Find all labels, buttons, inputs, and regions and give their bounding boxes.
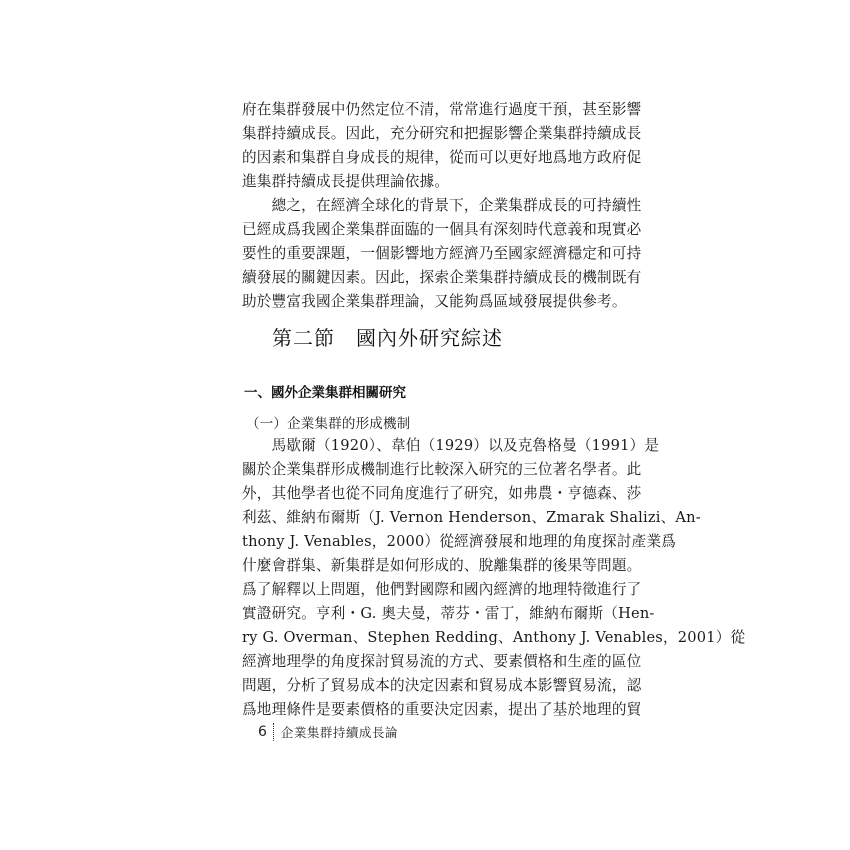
paragraph-line: 總之，在經濟全球化的背景下，企業集群成長的可持續性: [242, 197, 642, 214]
body-line: 經濟地理學的角度探討貿易流的方式、要素價格和生產的區位: [242, 653, 642, 670]
body-line: thony J. Venables，2000）從經濟發展和地理的角度探討產業爲: [242, 533, 677, 550]
section-title: 第二節 國內外研究綜述: [272, 326, 503, 350]
paragraph-line: 進集群持續成長提供理論依據。: [242, 173, 450, 190]
paragraph-line: 的因素和集群自身成長的規律，從而可以更好地爲地方政府促: [242, 149, 642, 166]
body-line: 利茲、維納布爾斯（J. Vernon Henderson、Zmarak Shalizi、An-: [242, 509, 701, 526]
body-line: 實證研究。亨利・G. 奧夫曼，蒂芬・雷丁，維納布爾斯（Hen-: [242, 605, 655, 622]
subsection-title: 一、國外企業集群相關研究: [244, 385, 406, 401]
page-number: 6: [258, 724, 267, 740]
running-title: 企業集群持續成長論: [280, 725, 398, 740]
paragraph-line: 集群持續成長。因此，充分研究和把握影響企業集群持續成長: [242, 125, 642, 142]
sub-subsection-title: （一）企業集群的形成機制: [246, 416, 411, 432]
body-line: 外，其他學者也從不同角度進行了研究，如弗農・亨德森、莎: [242, 485, 642, 502]
paragraph-line: 已經成爲我國企業集群面臨的一個具有深刻時代意義和現實必: [242, 221, 642, 238]
page-footer: [258, 722, 398, 742]
footer-divider: [273, 723, 274, 741]
paragraph-line: 要性的重要課題，一個影響地方經濟乃至國家經濟穩定和可持: [242, 245, 642, 262]
paragraph-line: 府在集群發展中仍然定位不清，常常進行過度干預，甚至影響: [242, 101, 642, 118]
paragraph-line: 續發展的關鍵因素。因此，探索企業集群持續成長的機制既有: [242, 269, 642, 286]
body-line: 爲地理條件是要素價格的重要決定因素，提出了基於地理的貿: [242, 701, 642, 718]
body-line: 什麼會群集、新集群是如何形成的、脫離集群的後果等問題。: [242, 557, 642, 574]
body-line: 馬歇爾（1920）、韋伯（1929）以及克魯格曼（1991）是: [242, 437, 660, 454]
paragraph-line: 助於豐富我國企業集群理論，又能夠爲區域發展提供參考。: [242, 293, 627, 310]
body-line: ry G. Overman、Stephen Redding、Anthony J. Venables，2001）從: [242, 629, 746, 646]
body-line: 關於企業集群形成機制進行比較深入研究的三位著名學者。此: [242, 461, 642, 478]
body-line: 爲了解釋以上問題，他們對國際和國內經濟的地理特徵進行了: [242, 581, 642, 598]
body-line: 問題，分析了貿易成本的決定因素和貿易成本影響貿易流，認: [242, 677, 642, 694]
